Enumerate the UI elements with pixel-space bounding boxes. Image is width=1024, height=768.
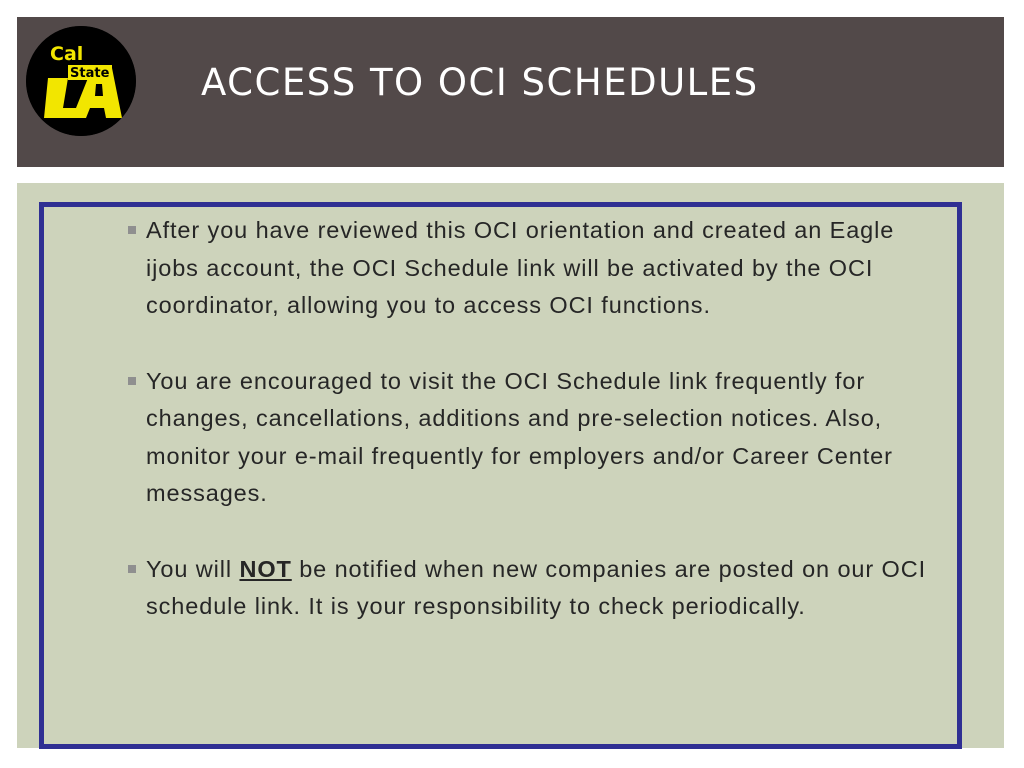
bullet-text-prefix: You will [146, 555, 240, 582]
bullet-item [126, 212, 926, 325]
slide-title: ACCESS TO OCI SCHEDULES [201, 61, 759, 104]
bullet-list [126, 212, 926, 664]
bullet-item [126, 363, 926, 513]
square-bullet-icon [128, 565, 136, 573]
square-bullet-icon [128, 226, 136, 234]
bullet-text: You are encouraged to visit the OCI Schedule link frequently for changes, cancellations, additions and pre-selection notices. Also, monitor your e-mail frequently for employers and/or Career Center messages. [146, 367, 893, 506]
logo-text-state: State [70, 66, 110, 81]
logo-graphic [26, 26, 136, 136]
logo-text-cal: Cal [50, 43, 84, 65]
cal-state-la-logo [26, 26, 136, 136]
bullet-item [126, 551, 926, 626]
bullet-text-suffix: be notified when new companies are posted on our OCI schedule link. It is your responsibility to check periodically. [146, 555, 927, 619]
square-bullet-icon [128, 377, 136, 385]
bullet-text: After you have reviewed this OCI orientation and created an Eagle ijobs account, the OCI Schedule link will be activated by the OCI coordinator, allowing you to access OCI functions. [146, 217, 895, 318]
emphasis-not: NOT [239, 555, 292, 582]
